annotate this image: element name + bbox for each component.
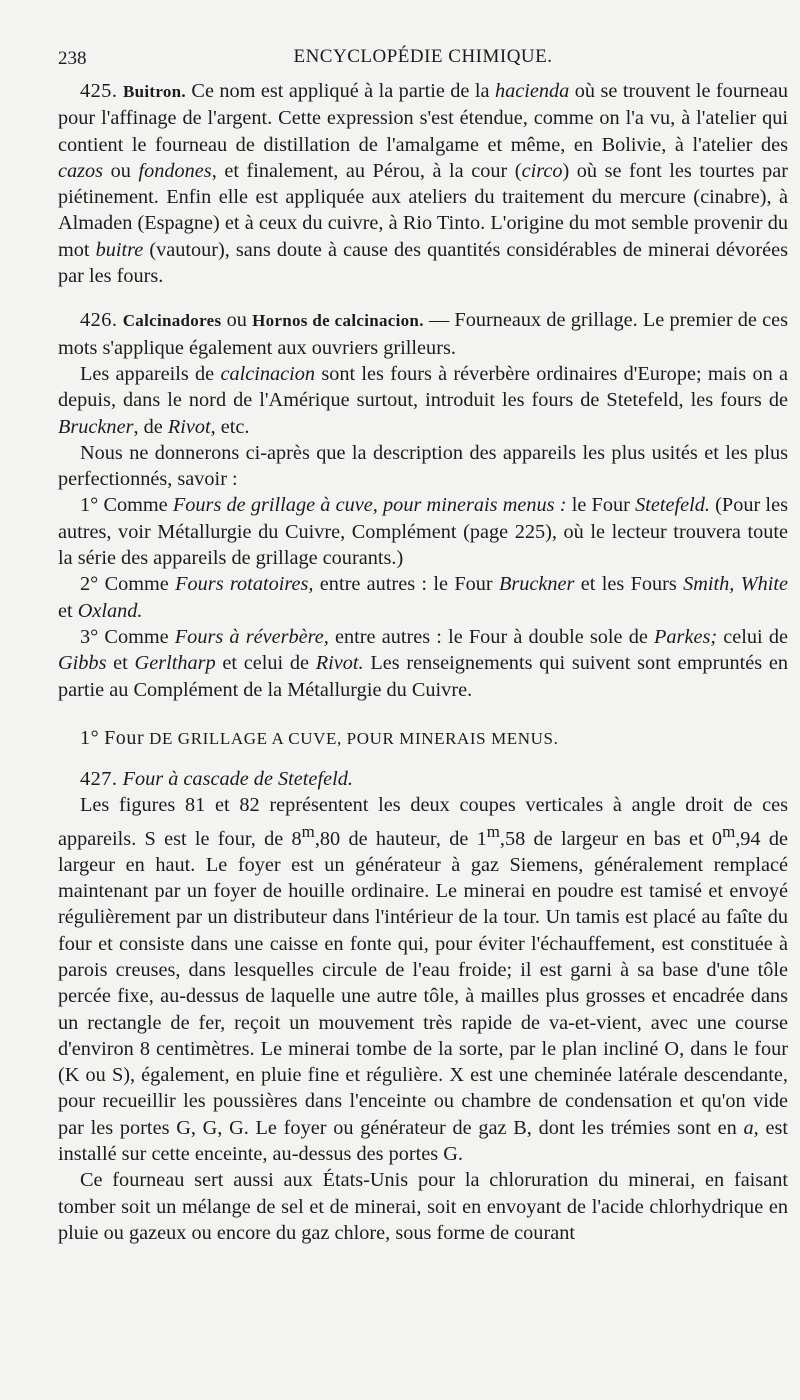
text: (Pour les autres, voir Métallurgie du Cuivre, Complément (page 225), où le lecteur trouvera toute la série des appareils de grillage courants.) [58,494,788,570]
section-heading [58,725,788,752]
italic-term: Stetefeld. [635,494,710,517]
italic-term: cazos [58,159,104,182]
paragraph-427-title [58,766,788,792]
text: entre autres : le Four [313,573,499,596]
text: entre autres : le Four à double sole de [328,625,655,648]
paragraph-425 [58,78,788,289]
unit-superscript: m [722,821,736,841]
text: ou [103,159,139,182]
term: Hornos de calcinacion. [252,311,424,331]
italic-term: circo [521,159,563,182]
italic-term: Rivot [167,415,211,438]
italic-term: Bruckner [58,415,134,438]
italic-term: Four à cascade de Stetefeld. [122,768,353,791]
italic-term: Gerltharp [134,652,216,675]
italic-term: hacienda [494,80,570,102]
text: et les Fours [574,573,684,596]
text: et [106,652,135,675]
text: ,94 de largeur en haut. Le foyer est un générateur à gaz Siemens, généralement remplacé maintenant par un foyer de houille ordinaire. Le minerai en poudre est tamisé et envoyé régulièrement par un distributeur dans l'intérieur de la tour. Un tamis est placé au faîte du four et consiste dans une caisse en fonte qui, pour éviter l'échauffement, est constituée à parois creuses, dans lesquelles circule de l'eau froide; il est garni à sa base d'une tôle percée fixe, au-dessus de laquelle une autre tôle, à mailles plus grosses et encadrée dans un rectangle de fer, reçoit un mouvement très rapide de va-et-vient, avec une course d'environ 8 centimètres. Le minerai tombe de la sorte, par le plan incliné O, dans le four (K ou S), également, en pluie fine et régulière. X est une cheminée latérale descendante, pour recueillir les poussières dans l'enceinte ou chambre de condensation et qu'on vide par les portes G, G, G. Le foyer ou générateur de gaz B, dont les trémies sont en [58,827,788,1139]
unit-superscript: m [301,821,315,841]
text: Les figures 81 et 82 représentent les deux coupes verticales à angle droit de ces appareils. S est le four, de 8 [58,794,788,850]
italic-term: Gibbs [58,652,107,675]
text: 3° Comme [80,625,175,648]
italic-term: fondones [138,159,212,182]
text: 1° Comme [80,494,173,517]
page-header [58,44,788,74]
page-number: 238 [58,48,87,69]
italic-term: Fours rotatoires, [175,573,314,596]
paragraph-427-chloruration: Ce fourneau sert aussi aux États-Unis pour la chloruration du minerai, en faisant tomber soit un mélange de sel et de minerai, soit en envoyant de l'acide chlorhydrique en pluie ou gazeux ou encore du gaz chlore, sous forme de courant [58,1169,788,1244]
italic-term: Bruckner [498,573,575,596]
text: ) où se font les tourtes par piétinement. Enfin elle est appliquée aux ateliers du traitement du mercure (cinabre), à Almaden (Espagne) et à ceux du cuivre, à Rio Tinto. L'origine du mot semble provenir du mot [58,159,789,261]
list-item-2 [58,571,788,624]
text: et celui de [215,652,316,675]
text: — Fourneaux de grillage. Le premier de ces mots s'applique également aux ouvriers grilleurs. [58,309,789,359]
text: Les appareils de [80,362,221,385]
italic-term: buitre [95,238,144,261]
text: le Four [566,494,636,517]
term: Buitron. [122,82,186,101]
paragraph-426-description: Nous ne donnerons ci-après que la description des appareils les plus usités et les plus perfectionnés, savoir : [58,441,788,491]
paragraph-426 [58,307,788,361]
text: sont les fours à réverbère ordinaires d'Europe; mais on a depuis, dans le nord de l'Amérique surtout, introduit les fours de Stetefeld, les fours de [58,362,788,412]
text: Four [104,726,145,749]
list-item-3 [58,624,788,703]
italic-term: Rivot. [315,652,364,675]
text: ,80 de hauteur, de 1 [314,827,487,850]
section-number: 425. [80,80,118,102]
section-number: 427. [80,768,118,791]
italic-term: Fours à réverbère, [174,625,329,648]
paragraph-426-appareils [58,361,788,440]
term: Calcinadores [122,311,222,331]
text: celui de [717,625,788,648]
text: (vautour), sans doute à cause des quantités considérables de minerai dévorées par les fours. [58,238,788,288]
text: , etc. [210,415,250,438]
italic-term: Fours de grillage à cuve, pour minerais menus : [172,494,567,517]
italic-term: Smith, White [683,573,789,596]
text: Les renseignements qui suivent sont empruntés en partie au Complément de la Métallurgie du Cuivre. [58,652,788,701]
page-body [58,78,788,1246]
text: DE GRILLAGE A CUVE, POUR MINERAIS MENUS. [144,728,559,748]
section-number: 426. [80,309,118,332]
italic-term: calcinacion [220,362,316,385]
text: et [58,599,78,622]
italic-term: Oxland. [77,599,143,622]
text: 2° Comme [80,573,176,596]
section-number: 1° [80,726,100,749]
italic-term: a [743,1116,754,1139]
italic-term: Parkes; [654,625,718,648]
list-item-1 [58,492,788,571]
text: , et finalement, au Pérou, à la cour ( [211,159,522,182]
paragraph-427-figures [58,792,788,1167]
text: ,58 de largeur en bas et 0 [499,827,723,850]
unit-superscript: m [486,821,500,841]
running-title: ENCYCLOPÉDIE CHIMIQUE. [293,46,553,67]
text: ou [221,309,253,332]
text: Ce nom est appliqué à la partie de la [185,80,495,102]
text: où se trouvent le fourneau pour l'affinage de l'argent. Cette expression s'est étendue, comme on l'a vu, à l'atelier qui contient le fourneau de distillation de l'amalgame et même, en Bolivie, à l'atelier des [58,80,789,156]
text: , de [133,415,168,438]
text: , est installé sur cette enceinte, au-dessus des portes G. [58,1116,789,1166]
